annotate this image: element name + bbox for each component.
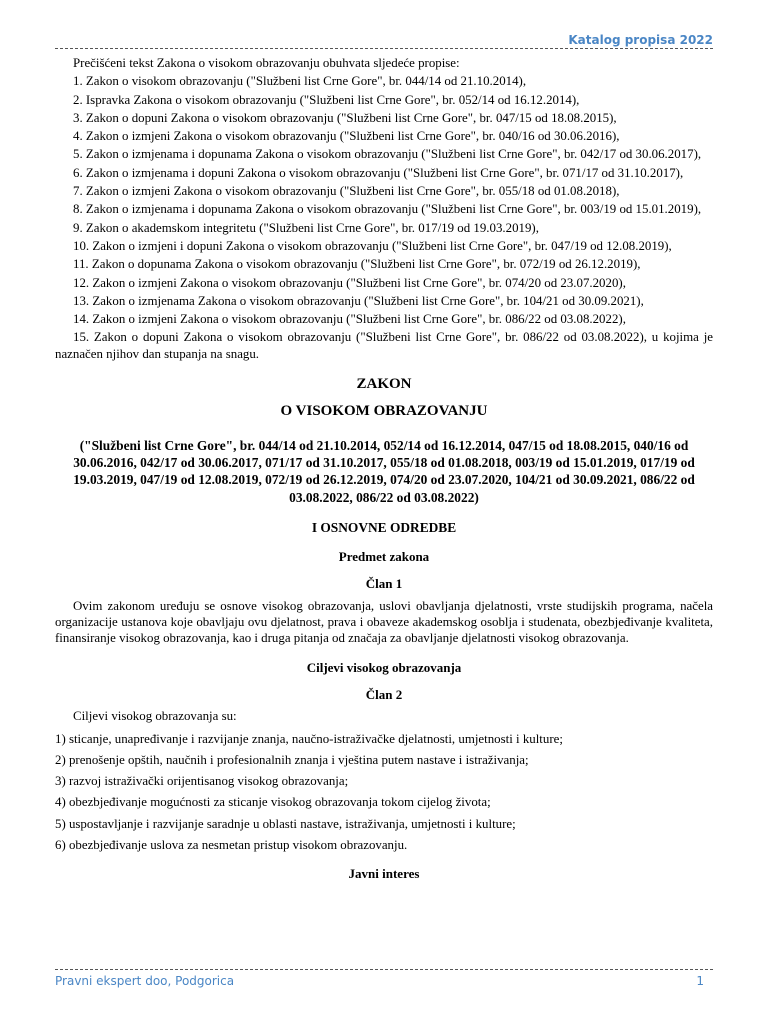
- goal-item: 1) sticanje, unapređivanje i razvijanje znanja, naučno-istraživačke djelatnosti, umjetnosti i kulture;: [55, 731, 563, 746]
- amendment-item: 12. Zakon o izmjeni Zakona o visokom obrazovanju ("Službeni list Crne Gore", br. 074/20 od 23.07.2020),: [73, 275, 626, 290]
- document-body: [55, 55, 713, 883]
- footer-divider: [55, 969, 713, 970]
- goal-item: 3) razvoj istraživački orijentisanog visokog obrazovanja;: [55, 774, 349, 789]
- amendment-item: 11. Zakon o dopunama Zakona o visokom obrazovanju ("Službeni list Crne Gore", br. 072/19 od 26.12.2019),: [73, 257, 641, 272]
- goal-item: 6) obezbjeđivanje uslova za nesmetan pristup visokom obrazovanju.: [55, 837, 408, 852]
- catalog-header-title: Katalog propisa 2022: [568, 33, 713, 47]
- amendment-item: 10. Zakon o izmjeni i dopuni Zakona o visokom obrazovanju ("Službeni list Crne Gore", br. 047/19 od 12.08.2019),: [73, 238, 672, 253]
- header-divider: [55, 48, 713, 49]
- goal-item: 2) prenošenje opštih, naučnih i profesionalnih znanja i vještina putem nastave i istraživanja;: [55, 752, 529, 767]
- goal-item: 4) obezbjeđivanje mogućnosti za sticanje visokog obrazovanja tokom cijelog života;: [55, 795, 491, 810]
- amendment-item: 15. Zakon o dopuni Zakona o visokom obrazovanju ("Službeni list Crne Gore", br. 086/22 od 03.08.2022), u kojima je naznačen njihov dan stupanja na snagu.: [55, 330, 713, 361]
- amendment-item: 8. Zakon o izmjenama i dopunama Zakona o visokom obrazovanju ("Službeni list Crne Gore", br. 003/19 od 15.01.2019),: [73, 202, 702, 217]
- amendment-item: 7. Zakon o izmjeni Zakona o visokom obrazovanju ("Službeni list Crne Gore", br. 055/18 od 01.08.2018),: [73, 184, 620, 199]
- goals-title: Ciljevi visokog obrazovanja: [306, 659, 462, 675]
- law-citation: ("Službeni list Crne Gore", br. 044/14 od 21.10.2014, 052/14 od 16.12.2014, 047/15 od 18.08.2015, 040/16 od 30.06.2016, 042/17 od 30.06.2017, 071/17 od 31.10.2017, 055/18 od 01.08.2018, 003/19 od 15.01.2019, 017/19 od 19.03.2019, 047/19 od 12.08.2019, 072/19 od 26.12.2019, 074/20 od 23.07.2020, 104/21 od 30.09.2021, 086/22 od 03.08.2022, 086/22 od 03.08.2022): [73, 437, 695, 505]
- amendment-item: 9. Zakon o akademskom integritetu ("Službeni list Crne Gore", br. 017/19 od 19.03.2019),: [73, 220, 539, 235]
- law-heading: ZAKON: [356, 376, 412, 393]
- amendment-item: 4. Zakon o izmjeni Zakona o visokom obrazovanju ("Službeni list Crne Gore", br. 040/16 od 30.06.2016),: [73, 129, 620, 144]
- article-1-text: Ovim zakonom uređuju se osnove visokog obrazovanja, uslovi obavljanja djelatnosti, vrste studijskih programa, načela organizacije ustanova koje obavljaju ovu djelatnost, prava i obaveze akademskog osoblja i studenata, obezbjeđivanje kvaliteta, finansiranje visokog obrazovanja, kao i druga pitanja od značaja za obavljanje djelatnosti visokog obrazovanja.: [55, 598, 713, 646]
- footer-publisher: Pravni ekspert doo, Podgorica: [55, 974, 235, 988]
- amendment-item: 6. Zakon o izmjenama i dopuni Zakona o visokom obrazovanju ("Službeni list Crne Gore", br. 071/17 od 31.10.2017),: [73, 165, 684, 180]
- article-1-title: Član 1: [365, 576, 403, 592]
- subject-title: Predmet zakona: [338, 549, 430, 565]
- intro-paragraph: Prečišćeni tekst Zakona o visokom obrazovanju obuhvata sljedeće propise:: [73, 56, 460, 70]
- goals-list: [55, 731, 713, 854]
- amendment-item: 2. Ispravka Zakona o visokom obrazovanju ("Službeni list Crne Gore", br. 052/14 od 16.12.2014),: [73, 92, 580, 107]
- amendment-item: 3. Zakon o dopuni Zakona o visokom obrazovanju ("Službeni list Crne Gore", br. 047/15 od 18.08.2015),: [73, 110, 617, 125]
- law-subheading: O VISOKOM OBRAZOVANJU: [280, 403, 488, 420]
- amendment-item: 13. Zakon o izmjenama Zakona o visokom obrazovanju ("Službeni list Crne Gore", br. 104/21 od 30.09.2021),: [73, 293, 644, 308]
- article-2-lead: Ciljevi visokog obrazovanja su:: [73, 709, 237, 724]
- amendment-item: 14. Zakon o izmjeni Zakona o visokom obrazovanju ("Službeni list Crne Gore", br. 086/22 od 03.08.2022),: [73, 312, 626, 327]
- amendments-list: [55, 73, 713, 362]
- amendment-item: 5. Zakon o izmjenama i dopunama Zakona o visokom obrazovanju ("Službeni list Crne Gore", br. 042/17 od 30.06.2017),: [73, 147, 702, 162]
- article-2-title: Član 2: [365, 686, 403, 702]
- section-title: I OSNOVNE ODREDBE: [311, 519, 457, 535]
- goal-item: 5) uspostavljanje i razvijanje saradnje u oblasti nastave, istraživanja, umjetnosti i kulture;: [55, 816, 516, 831]
- page-number: 1: [696, 974, 704, 988]
- public-interest-title: Javni interes: [348, 866, 420, 882]
- amendment-item: 1. Zakon o visokom obrazovanju ("Službeni list Crne Gore", br. 044/14 od 21.10.2014),: [73, 74, 527, 89]
